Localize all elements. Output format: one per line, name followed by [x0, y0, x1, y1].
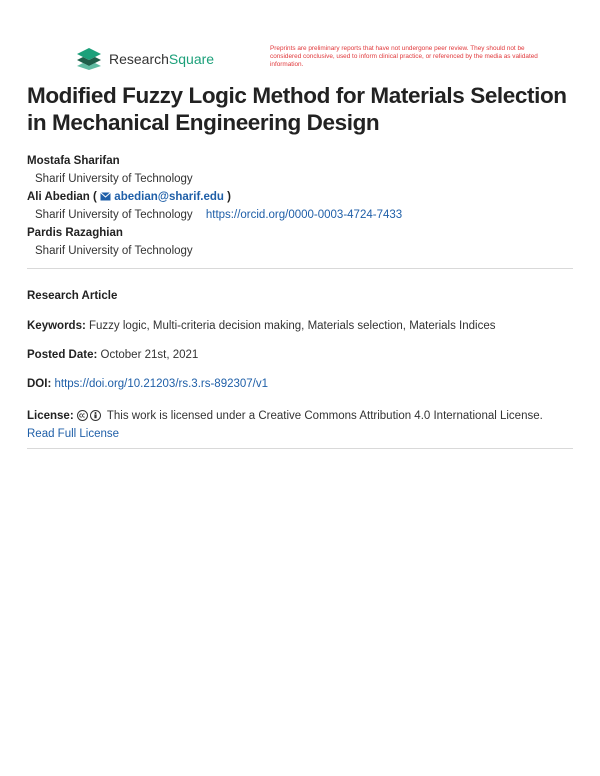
keywords-row: [27, 320, 495, 332]
keywords-value: Fuzzy logic, Multi-criteria decision making, Materials selection, Materials Indices: [89, 320, 496, 332]
author-name-with-email: [27, 188, 402, 206]
open-paren: (: [93, 191, 97, 203]
license-text: This work is licensed under a Creative Commons Attribution 4.0 International License.: [106, 410, 543, 422]
author-affiliation: Sharif University of Technology: [35, 209, 193, 221]
logo-text-research: Research: [109, 51, 169, 67]
divider: [27, 448, 573, 449]
posted-date-value: October 21st, 2021: [100, 349, 199, 361]
close-paren: ): [227, 191, 231, 203]
author-name: Pardis Razaghian: [27, 227, 123, 239]
doi-link[interactable]: https://doi.org/10.21203/rs.3.rs-892307/v1: [54, 378, 269, 390]
envelope-icon: [100, 192, 111, 201]
preprint-notice: Preprints are preliminary reports that have not undergone peer review. They should not be considered conclusive, used to inform clinical practice, or referenced by the media as validated information.: [270, 45, 538, 68]
research-square-logo-icon: [75, 48, 103, 70]
research-square-logo[interactable]: [75, 48, 214, 70]
author-affiliation-row: [27, 206, 402, 224]
cc-icons: [77, 410, 101, 421]
orcid-link[interactable]: https://orcid.org/0000-0003-4724-7433: [205, 209, 403, 221]
article-type-label: Research Article: [27, 290, 118, 302]
author-affiliation: Sharif University of Technology: [35, 173, 193, 185]
author-name: Ali Abedian: [27, 191, 90, 203]
doi-row: [27, 378, 268, 390]
doi-label: DOI:: [27, 378, 52, 390]
read-full-license-link[interactable]: Read Full License: [27, 428, 120, 440]
paper-title: Modified Fuzzy Logic Method for Materials Selection in Mechanical Engineering Design: [27, 83, 567, 135]
cc-by-icon: [90, 410, 101, 421]
author-list: [27, 152, 402, 260]
logo-text: [109, 51, 214, 67]
keywords-label: Keywords:: [27, 320, 86, 332]
cc-icon: [77, 410, 88, 421]
author-affiliation: Sharif University of Technology: [35, 245, 193, 257]
posted-date-row: [27, 349, 198, 361]
license-row: [27, 407, 573, 443]
author-name: Mostafa Sharifan: [27, 155, 120, 167]
logo-text-square: Square: [168, 51, 215, 67]
article-type: [27, 290, 117, 302]
author-email-link[interactable]: abedian@sharif.edu: [114, 191, 224, 203]
divider: [27, 268, 573, 269]
license-label: License:: [27, 410, 74, 422]
posted-date-label: Posted Date:: [27, 349, 98, 361]
